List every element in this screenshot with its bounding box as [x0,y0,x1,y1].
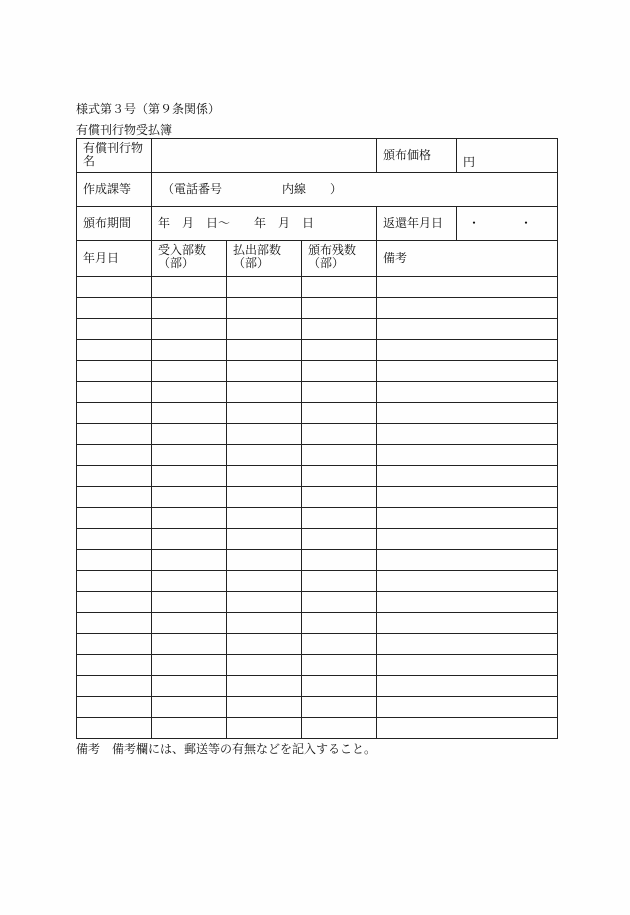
received-cell[interactable] [152,298,227,319]
paid-out-cell[interactable] [227,529,302,550]
distribution-period-field[interactable]: 年 月 日〜 年 月 日 [152,207,377,241]
remarks-cell[interactable] [377,487,558,508]
date-cell[interactable] [77,319,152,340]
received-cell[interactable] [152,340,227,361]
paid-out-cell[interactable] [227,445,302,466]
footer-note: 備考 備考欄には、郵送等の有無などを記入すること。 [76,742,377,756]
table-row [77,613,558,634]
remarks-cell[interactable] [377,613,558,634]
paid-out-cell[interactable] [227,697,302,718]
column-header-remaining: 頒布残数（部） [302,241,377,277]
table-row [77,487,558,508]
table-row [77,382,558,403]
remaining-cell[interactable] [302,697,377,718]
table-row [77,718,558,739]
paid-out-cell[interactable] [227,277,302,298]
paid-out-cell[interactable] [227,550,302,571]
remaining-cell[interactable] [302,655,377,676]
paid-out-cell[interactable] [227,382,302,403]
date-cell[interactable] [77,298,152,319]
date-cell[interactable] [77,508,152,529]
remarks-cell[interactable] [377,319,558,340]
remaining-cell[interactable] [302,529,377,550]
return-date-field[interactable]: ・ ・ [457,207,558,241]
table-row [77,550,558,571]
received-cell[interactable] [152,697,227,718]
remaining-cell[interactable] [302,382,377,403]
received-cell[interactable] [152,550,227,571]
form-number: 様式第３号（第９条関係） [76,102,221,116]
remarks-cell[interactable] [377,697,558,718]
received-cell[interactable] [152,361,227,382]
table-row [77,298,558,319]
phone-extension-field[interactable]: （電話番号 内線 ） [152,173,558,207]
remaining-cell[interactable] [302,487,377,508]
date-cell[interactable] [77,487,152,508]
column-header-received: 受入部数（部） [152,241,227,277]
table-row [77,676,558,697]
table-row [77,697,558,718]
received-cell[interactable] [152,445,227,466]
received-cell[interactable] [152,319,227,340]
remarks-cell[interactable] [377,655,558,676]
table-row [77,361,558,382]
remarks-cell[interactable] [377,466,558,487]
received-cell[interactable] [152,487,227,508]
remarks-cell[interactable] [377,634,558,655]
date-cell[interactable] [77,424,152,445]
received-cell[interactable] [152,424,227,445]
remarks-cell[interactable] [377,445,558,466]
date-cell[interactable] [77,445,152,466]
remarks-cell[interactable] [377,361,558,382]
publication-name-value[interactable] [152,139,377,173]
date-cell[interactable] [77,277,152,298]
remaining-cell[interactable] [302,592,377,613]
paid-out-cell[interactable] [227,676,302,697]
remaining-cell[interactable] [302,466,377,487]
paid-out-cell[interactable] [227,466,302,487]
author-section-label: 作成課等 [77,173,152,207]
remarks-cell[interactable] [377,277,558,298]
table-row [77,592,558,613]
remaining-cell[interactable] [302,340,377,361]
price-unit: 円 [463,155,476,169]
date-cell[interactable] [77,340,152,361]
received-cell[interactable] [152,718,227,739]
document-title: 有償刊行物受払簿 [76,123,173,137]
date-cell[interactable] [77,361,152,382]
remaining-cell[interactable] [302,277,377,298]
paid-out-cell[interactable] [227,319,302,340]
remaining-cell[interactable] [302,424,377,445]
received-cell[interactable] [152,571,227,592]
remaining-cell[interactable] [302,550,377,571]
table-row [77,508,558,529]
paid-out-cell[interactable] [227,340,302,361]
remaining-cell[interactable] [302,718,377,739]
remaining-cell[interactable] [302,571,377,592]
ledger-table [76,138,558,739]
received-cell[interactable] [152,277,227,298]
return-date-label: 返還年月日 [377,207,457,241]
remarks-cell[interactable] [377,298,558,319]
received-cell[interactable] [152,529,227,550]
remaining-cell[interactable] [302,676,377,697]
remaining-cell[interactable] [302,445,377,466]
remarks-cell[interactable] [377,424,558,445]
remarks-cell[interactable] [377,676,558,697]
table-row [77,655,558,676]
distribution-price-value[interactable] [457,139,558,173]
received-cell[interactable] [152,592,227,613]
remaining-cell[interactable] [302,298,377,319]
date-cell[interactable] [77,529,152,550]
remaining-cell[interactable] [302,613,377,634]
publication-name-label: 有償刊行物名 [77,139,152,173]
remaining-cell[interactable] [302,403,377,424]
paid-out-cell[interactable] [227,613,302,634]
table-row [77,529,558,550]
paid-out-cell[interactable] [227,403,302,424]
remarks-cell[interactable] [377,550,558,571]
table-row [77,634,558,655]
date-cell[interactable] [77,382,152,403]
received-cell[interactable] [152,634,227,655]
paid-out-cell[interactable] [227,634,302,655]
received-cell[interactable] [152,676,227,697]
remarks-cell[interactable] [377,529,558,550]
remaining-cell[interactable] [302,361,377,382]
date-cell[interactable] [77,718,152,739]
remaining-cell[interactable] [302,319,377,340]
table-row [77,277,558,298]
remarks-cell[interactable] [377,340,558,361]
date-cell[interactable] [77,550,152,571]
received-cell[interactable] [152,382,227,403]
table-row [77,340,558,361]
column-header-remarks: 備考 [377,241,558,277]
received-cell[interactable] [152,508,227,529]
date-cell[interactable] [77,613,152,634]
received-cell[interactable] [152,655,227,676]
paid-out-cell[interactable] [227,361,302,382]
table-row [77,403,558,424]
column-header-date: 年月日 [77,241,152,277]
table-row [77,466,558,487]
received-cell[interactable] [152,613,227,634]
paid-out-cell[interactable] [227,508,302,529]
table-row [77,319,558,340]
received-cell[interactable] [152,466,227,487]
date-cell[interactable] [77,655,152,676]
date-cell[interactable] [77,592,152,613]
date-cell[interactable] [77,466,152,487]
date-cell[interactable] [77,571,152,592]
paid-out-cell[interactable] [227,487,302,508]
paid-out-cell[interactable] [227,298,302,319]
paid-out-cell[interactable] [227,571,302,592]
date-cell[interactable] [77,634,152,655]
date-cell[interactable] [77,403,152,424]
paid-out-cell[interactable] [227,718,302,739]
paid-out-cell[interactable] [227,592,302,613]
remaining-cell[interactable] [302,634,377,655]
date-cell[interactable] [77,697,152,718]
remarks-cell[interactable] [377,571,558,592]
remarks-cell[interactable] [377,403,558,424]
date-cell[interactable] [77,676,152,697]
distribution-price-label: 頒布価格 [377,139,457,173]
remarks-cell[interactable] [377,592,558,613]
paid-out-cell[interactable] [227,424,302,445]
column-header-paid-out: 払出部数（部） [227,241,302,277]
remarks-cell[interactable] [377,382,558,403]
paid-out-cell[interactable] [227,655,302,676]
table-row [77,571,558,592]
remarks-cell[interactable] [377,718,558,739]
received-cell[interactable] [152,403,227,424]
distribution-period-label: 頒布期間 [77,207,152,241]
remarks-cell[interactable] [377,508,558,529]
ledger-rows [77,277,558,739]
table-row [77,445,558,466]
remaining-cell[interactable] [302,508,377,529]
table-row [77,424,558,445]
